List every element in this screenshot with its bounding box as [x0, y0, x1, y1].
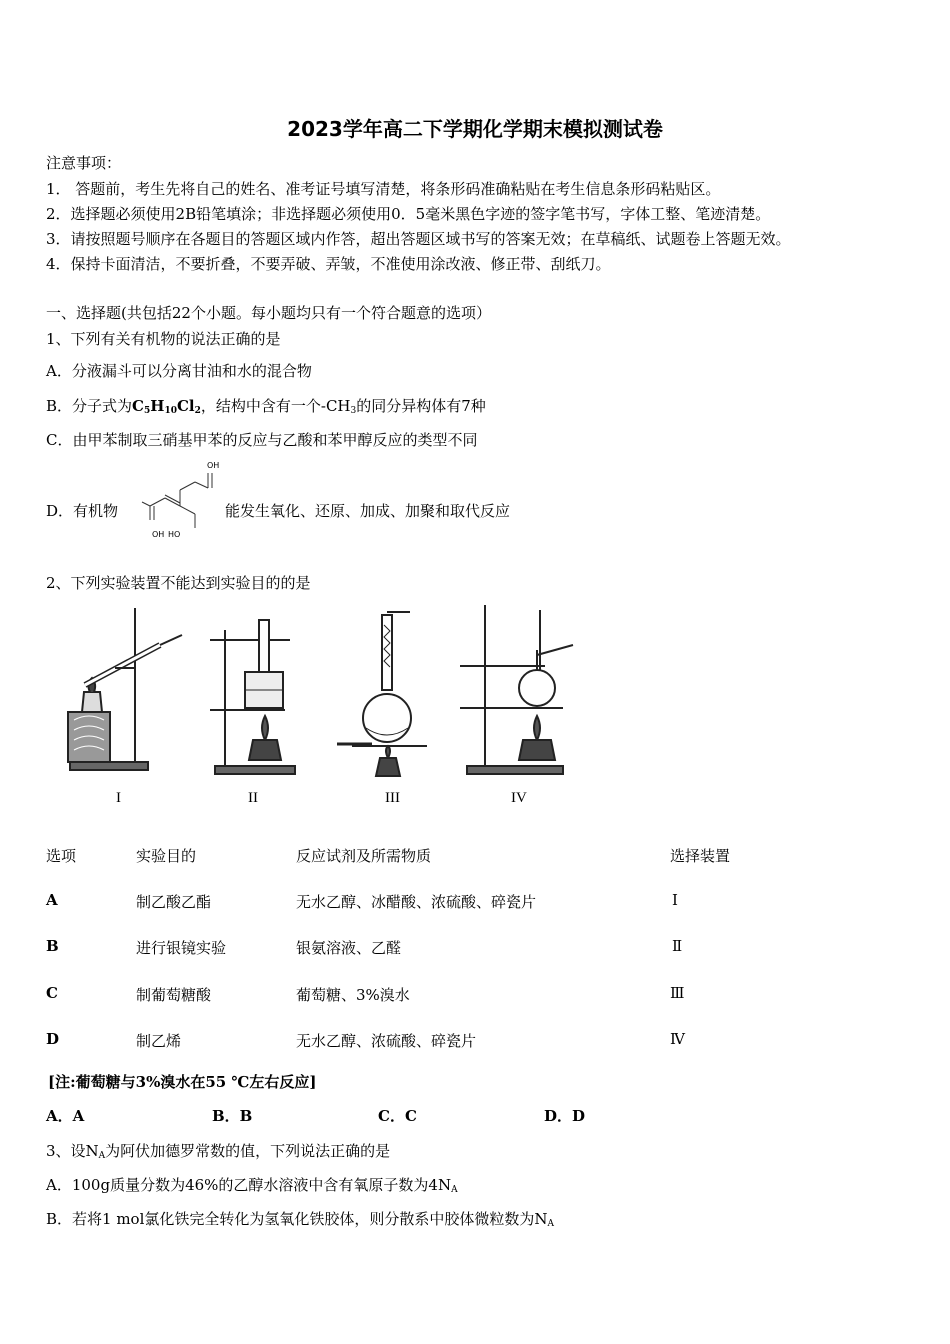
table-cell: 葡萄糖、3%溴水 — [296, 986, 410, 1004]
apparatus-2 — [205, 600, 305, 780]
q1-option-a: A．分液漏斗可以分离甘油和水的混合物 — [46, 362, 312, 380]
q2-option-a: A．A — [46, 1107, 85, 1125]
q2-option-b: B．B — [212, 1107, 253, 1125]
table-header: 反应试剂及所需物质 — [296, 847, 432, 865]
table-cell: Ⅳ — [670, 1030, 685, 1048]
struct-label: OH — [152, 530, 165, 539]
table-cell: 无水乙醇、冰醋酸、浓硫酸、碎瓷片 — [296, 893, 537, 911]
table-cell: 进行银镜实验 — [136, 939, 227, 957]
q2-option-c: C．C — [378, 1107, 417, 1125]
q3-option-b: B．若将1 mol氯化铁完全转化为氢氧化铁胶体，则分散系中胶体微粒数为$N_A$ — [46, 1210, 555, 1229]
table-cell: 无水乙醇、浓硫酸、碎瓷片 — [296, 1032, 477, 1050]
q1-b-prefix: B．分子式为 — [46, 397, 133, 415]
q3-option-a: A．100g质量分数为46%的乙醇水溶液中含有氧原子数为$4N_A$ — [46, 1176, 458, 1195]
table-cell: Ⅱ — [672, 937, 683, 955]
table-cell: 银氨溶液、乙醛 — [296, 939, 402, 957]
q1-option-d-prefix: D．有机物 — [46, 502, 119, 520]
table-cell: Ⅰ — [672, 891, 678, 909]
q1-b-formula: $C_5H_{10}Cl_2$ — [132, 397, 201, 416]
question-2-stem: 2、下列实验装置不能达到实验目的的是 — [46, 574, 311, 592]
table-header: 选项 — [46, 847, 77, 865]
table-cell: Ⅲ — [670, 984, 685, 1002]
table-cell: 制乙烯 — [136, 1032, 182, 1050]
table-cell: B — [46, 937, 59, 955]
struct-label: HO — [168, 530, 181, 539]
q1-option-b: B．分子式为$C_5H_{10}Cl_2$，结构中含有一个$-CH_3$的同分异构体有7种 — [46, 397, 486, 416]
table-cell: C — [46, 984, 58, 1002]
notice-item: 2．选择题必须使用2B铅笔填涂；非选择题必须使用0．5毫米黑色字迹的签字笔书写，字体工整、笔迹清楚。 — [46, 205, 771, 223]
question-1-stem: 1、下列有关有机物的说法正确的是 — [46, 330, 281, 348]
notice-item: 4．保持卡面清洁，不要折叠，不要弄破、弄皱，不准使用涂改液、修正带、刮纸刀。 — [46, 255, 611, 273]
notice-item: 3．请按照题号顺序在各题目的答题区域内作答，超出答题区域书写的答案无效；在草稿纸、试题卷上答题无效。 — [46, 230, 791, 248]
page-title: 2023学年高二下学期化学期末模拟测试卷 — [287, 117, 663, 141]
struct-label: OH — [207, 461, 220, 470]
apparatus-label: IV — [511, 790, 527, 806]
q1-option-c: C．由甲苯制取三硝基甲苯的反应与乙酸和苯甲醇反应的类型不同 — [46, 431, 478, 449]
q1-option-d-text: 能发生氧化、还原、加成、加聚和取代反应 — [225, 502, 511, 520]
apparatus-3 — [332, 600, 442, 780]
q2-option-d: D．D — [544, 1107, 586, 1125]
apparatus-1 — [60, 600, 190, 780]
apparatus-label: II — [248, 790, 258, 806]
table-cell: A — [46, 891, 58, 909]
table-cell: 制乙酸乙酯 — [136, 893, 212, 911]
table-header: 选择装置 — [670, 847, 731, 865]
notice-heading: 注意事项： — [46, 154, 122, 172]
q2-note: [注:葡萄糖与3%溴水在55 ℃左右反应] — [48, 1073, 317, 1091]
question-3-stem: 3、设$N_A$为阿伏加德罗常数的值，下列说法正确的是 — [46, 1142, 391, 1161]
apparatus-label: I — [116, 790, 121, 806]
apparatus-4 — [455, 600, 575, 780]
table-header: 实验目的 — [136, 847, 197, 865]
apparatus-label: III — [385, 790, 400, 806]
section-heading: 一、选择题(共包括22个小题。每小题均只有一个符合题意的选项） — [46, 304, 491, 322]
table-cell: 制葡萄糖酸 — [136, 986, 212, 1004]
notice-item: 1． 答题前，考生先将自己的姓名、准考证号填写清楚，将条形码准确粘贴在考生信息条形码粘贴区。 — [46, 180, 721, 198]
table-cell: D — [46, 1030, 60, 1048]
